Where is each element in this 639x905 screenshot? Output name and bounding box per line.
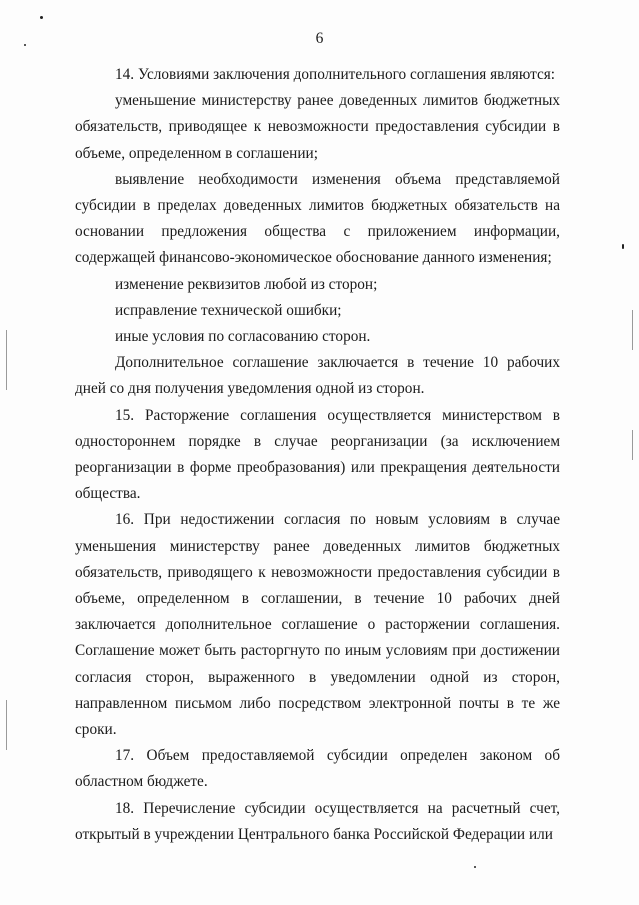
scan-edge-line	[632, 430, 633, 460]
paragraph-condition-budget-reduction: уменьшение министерству ранее доведенных лимитов бюджетных обязательств, приводящее к невозможности предоставления субсидии в объеме, определенном в соглашении;	[75, 92, 560, 162]
paragraph-18: 18. Перечисление субсидии осуществляется на расчетный счет, открытый в учреждении Центрального банка Российской Федерации или	[75, 799, 560, 843]
scan-edge-line	[6, 700, 7, 750]
scan-edge-line	[632, 310, 633, 350]
paragraph-15: 15. Расторжение соглашения осуществляется министерством в одностороннем порядке в случае реорганизации (за исключением реорганизации в форме преобразования) или прекращения деятельности общества.	[75, 406, 560, 503]
document-body	[75, 62, 560, 848]
paragraph-14-heading: 14. Условиями заключения дополнительного соглашения являются:	[115, 66, 556, 83]
paragraph-condition-other: иные условия по согласованию сторон.	[115, 328, 371, 346]
paragraph-condition-technical-error: исправление технической ошибки;	[115, 301, 342, 319]
paragraph-agreement-term: Дополнительное соглашение заключается в течение 10 рабочих дней со дня получения уведомления одной из сторон.	[75, 354, 560, 398]
scan-edge-line	[6, 330, 7, 390]
paragraph-17: 17. Объем предоставляемой субсидии определен законом об областном бюджете.	[75, 747, 560, 791]
scan-speck	[474, 866, 476, 868]
paragraph-16: 16. При недостижении согласия по новым условиям в случае уменьшения министерству ранее доведенных лимитов бюджетных обязательств, приводящего к невозможности предоставления субсидии в объеме, определенном в соглашении, в течение 10 рабочих дней заключается дополнительное соглашение о расторжении соглашения. Соглашение может быть расторгнуто по иным условиям при достижении согласия сторон, выраженного в уведомлении одной из сторон, направленном письмом либо посредством электронной почты в те же сроки.	[75, 511, 560, 739]
page-number: 6	[315, 30, 324, 47]
paragraph-condition-requisites: изменение реквизитов любой из сторон;	[115, 275, 378, 293]
scan-speck	[40, 16, 43, 19]
scan-speck	[622, 244, 624, 249]
paragraph-condition-volume-change: выявление необходимости изменения объема представляемой субсидии в пределах доведенных лимитов бюджетных обязательств на основании предложения общества с приложением информации, содержащей финансово-экономическое обоснование данного изменения;	[75, 170, 560, 267]
